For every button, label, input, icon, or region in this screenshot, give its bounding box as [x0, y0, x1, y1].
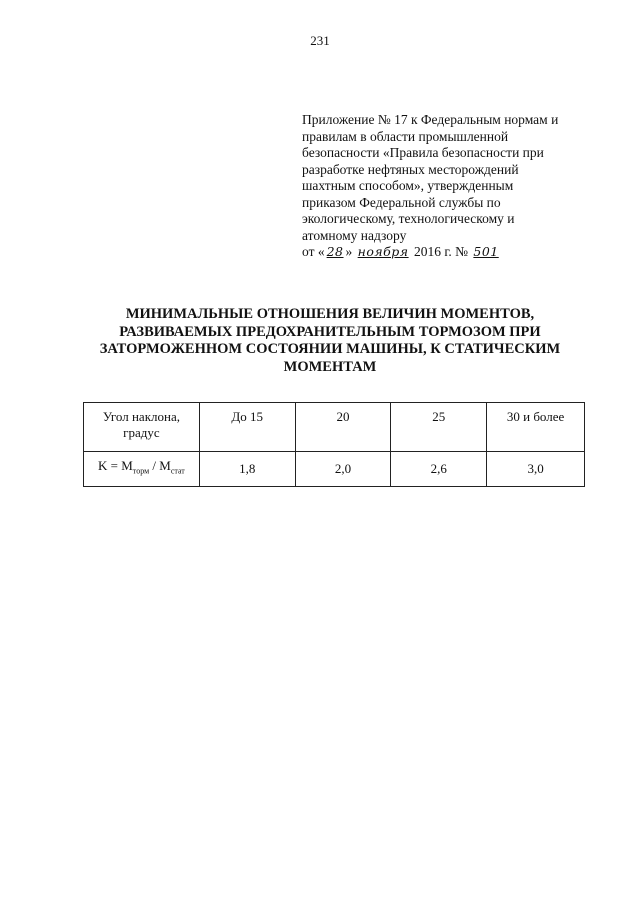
document-title [90, 306, 570, 376]
appendix-line: экологическому, технологическому и [302, 211, 515, 226]
appendix-line: разработке нефтяных месторождений [302, 161, 519, 177]
row-header-ratio: $K = M_{торм} / M_{стат}$ [84, 452, 200, 487]
angle-cell: 30 и более [487, 403, 585, 452]
title-line: ЗАТОРМОЖЕННОМ СОСТОЯНИИ МАШИНЫ, К СТАТИЧЕСКИМ [99, 341, 561, 357]
angle-cell: До 15 [199, 403, 295, 452]
ratio-table [83, 402, 585, 487]
angle-cell: 25 [391, 403, 487, 452]
handwritten-order-number: 501 [473, 244, 499, 259]
appendix-line: шахтным способом», утвержденным [302, 178, 514, 193]
title-line: МОМЕНТАМ [283, 358, 377, 375]
date-separator: » [345, 244, 353, 259]
order-date-line [302, 244, 602, 261]
table-row [84, 403, 585, 452]
ratio-cell: 3,0 [487, 452, 585, 487]
appendix-line: Приложение № 17 к Федеральным нормам и [302, 112, 559, 127]
date-prefix: от « [302, 244, 325, 259]
appendix-line: приказом Федеральной службы по [302, 194, 501, 210]
ratio-cell: 2,6 [391, 452, 487, 487]
handwritten-month: ноября [357, 244, 409, 259]
page-number: 231 [310, 33, 330, 48]
appendix-line: атомному надзору [302, 227, 407, 243]
title-line: МИНИМАЛЬНЫЕ ОТНОШЕНИЯ ВЕЛИЧИН МОМЕНТОВ, [125, 306, 535, 322]
date-year: 2016 г. № [413, 244, 468, 259]
table-row [84, 452, 585, 487]
appendix-note [302, 112, 602, 261]
row-header-angle: Угол наклона, градус [84, 403, 200, 452]
ratio-cell: 2,0 [295, 452, 391, 487]
handwritten-day: 28 [326, 244, 344, 259]
ratio-cell: 1,8 [199, 452, 295, 487]
appendix-line: безопасности «Правила безопасности при [302, 145, 544, 160]
appendix-line: правилам в области промышленной [302, 128, 509, 144]
title-line: РАЗВИВАЕМЫХ ПРЕДОХРАНИТЕЛЬНЫМ ТОРМОЗОМ ПРИ [119, 323, 541, 340]
angle-cell: 20 [295, 403, 391, 452]
